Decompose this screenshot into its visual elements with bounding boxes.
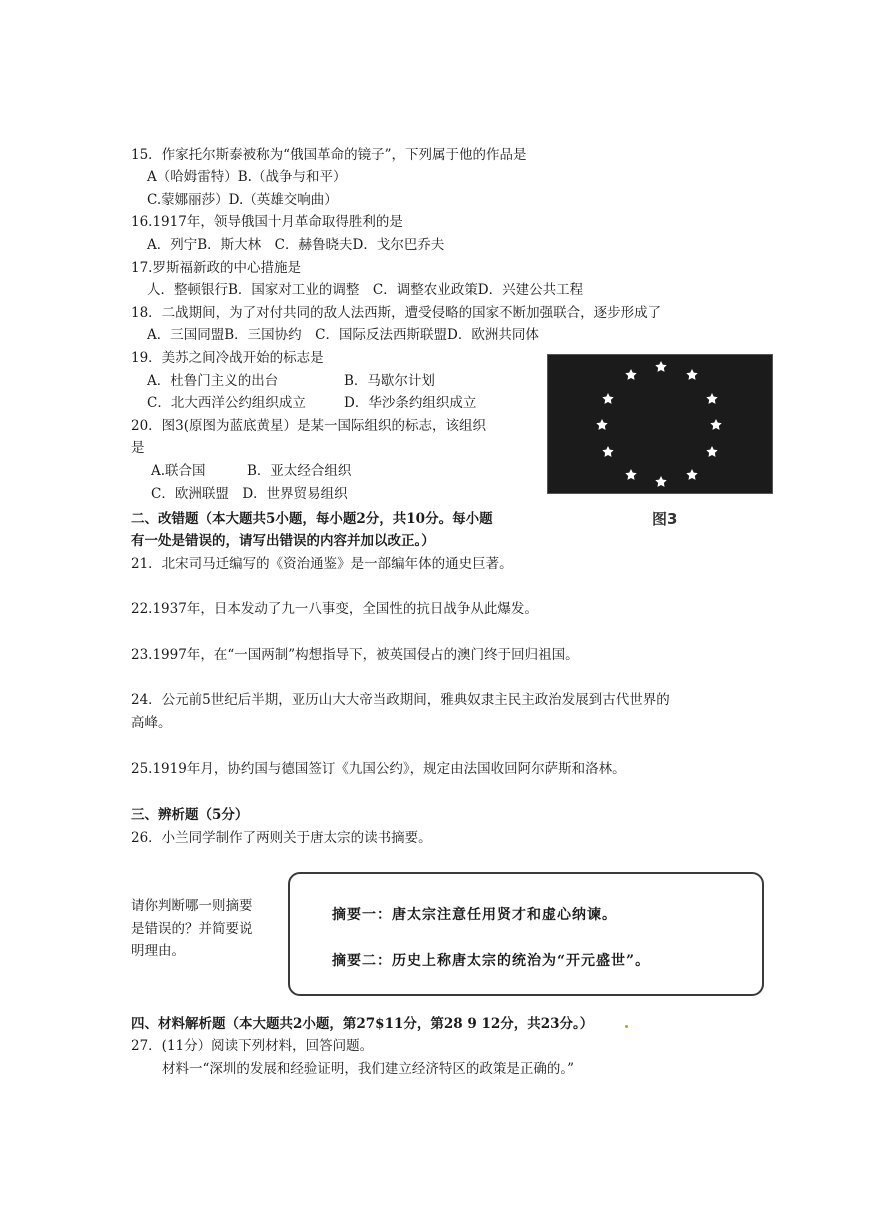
q17-stem: 17.罗斯福新政的中心措施是 bbox=[131, 260, 301, 276]
q20-option-b: B．亚太经合组织 bbox=[247, 463, 352, 479]
q19-option-a: A．杜鲁门主义的出台 bbox=[147, 373, 279, 389]
q15-options-ab: A（哈姆雷特）B.（战争与和平） bbox=[147, 169, 347, 185]
section2-heading-line2: 有一处是错误的，请写出错误的内容并加以改正。） bbox=[131, 533, 435, 549]
q17-options: 人．整顿银行B．国家对工业的调整 C．调整农业政策D．兴建公共工程 bbox=[147, 282, 584, 298]
q20-options-cd: C．欧洲联盟 D．世界贸易组织 bbox=[151, 486, 348, 502]
q20-stem-line1: 20．图3(原图为蓝底黄星）是某一国际组织的标志，该组织 bbox=[131, 418, 487, 434]
figure-caption: 图3 bbox=[652, 510, 678, 528]
q22-text: 22.1937年，日本发动了九一八事变，全国性的抗日战争从此爆发。 bbox=[131, 601, 538, 617]
abstract-one: 摘要一：唐太宗注意任用贤才和虚心纳谏。 bbox=[332, 907, 617, 923]
q26-prompt-line1: 请你判断哪一则摘要 bbox=[131, 898, 253, 914]
q19-option-b: B．马歇尔计划 bbox=[344, 373, 435, 389]
eu-flag-figure bbox=[547, 354, 773, 494]
q26-prompt-line3: 明理由。 bbox=[131, 943, 185, 959]
q16-options: A．列宁B．斯大林 C．赫鲁晓夫D．戈尔巴乔夫 bbox=[147, 237, 445, 253]
q18-stem: 18．二战期间，为了对付共同的敌人法西斯，遭受侵略的国家不断加强联合，逐步形成了 bbox=[131, 305, 662, 321]
q15-options-cd: C.蒙娜丽莎）D.（英雄交响曲） bbox=[147, 192, 338, 208]
q19-option-d: D．华沙条约组织成立 bbox=[344, 395, 477, 411]
q18-options: A．三国同盟B．三国协约 C．国际反法西斯联盟D．欧洲共同体 bbox=[147, 327, 539, 343]
q26-prompt-line2: 是错误的？并简要说 bbox=[131, 921, 253, 937]
q21-text: 21．北宋司马迁编写的《资治通鉴》是一部编年体的通史巨著。 bbox=[131, 556, 513, 572]
section3-heading: 三、辨析题（5分） bbox=[131, 807, 249, 823]
q19-stem: 19．美苏之间冷战开始的标志是 bbox=[131, 350, 324, 366]
q25-text: 25.1919年月，协约国与德国签订《九国公约》，规定由法国收回阿尔萨斯和洛林。 bbox=[131, 761, 626, 777]
q20-option-a: A.联合国 bbox=[151, 463, 206, 479]
q24-line1: 24．公元前5世纪后半期，亚历山大大帝当政期间，雅典奴隶主民主政治发展到古代世界的 bbox=[131, 692, 670, 708]
stray-mark bbox=[625, 1025, 628, 1028]
abstract-box bbox=[288, 872, 764, 996]
q16-stem: 16.1917年，领导俄国十月革命取得胜利的是 bbox=[131, 214, 403, 230]
q20-stem-line2: 是 bbox=[131, 440, 145, 456]
section2-heading-line1: 二、改错题（本大题共5小题，每小题2分，共10分。每小题 bbox=[131, 511, 493, 527]
q19-option-c: C．北大西洋公约组织成立 bbox=[147, 395, 306, 411]
q24-line2: 高峰。 bbox=[131, 715, 172, 731]
q23-text: 23.1997年，在“一国两制”构想指导下，被英国侵占的澳门终于回归祖国。 bbox=[131, 647, 579, 663]
q27-material1: 材料一“深圳的发展和经验证明，我们建立经济特区的政策是正确的。” bbox=[162, 1061, 575, 1077]
q26-stem: 26．小兰同学制作了两则关于唐太宗的读书摘要。 bbox=[131, 830, 432, 846]
q27-stem: 27．(11分）阅读下列材料，回答问题。 bbox=[131, 1038, 374, 1054]
section4-heading: 四、材料解析题（本大题共2小题，第27$11分，第28 9 12分，共23分。） bbox=[131, 1016, 594, 1032]
star-ring-icon bbox=[548, 355, 772, 493]
q15-stem: 15．作家托尔斯泰被称为“俄国革命的镜子”，下列属于他的作品是 bbox=[131, 147, 527, 163]
abstract-two: 摘要二：历史上称唐太宗的统治为“开元盛世”。 bbox=[332, 953, 651, 969]
